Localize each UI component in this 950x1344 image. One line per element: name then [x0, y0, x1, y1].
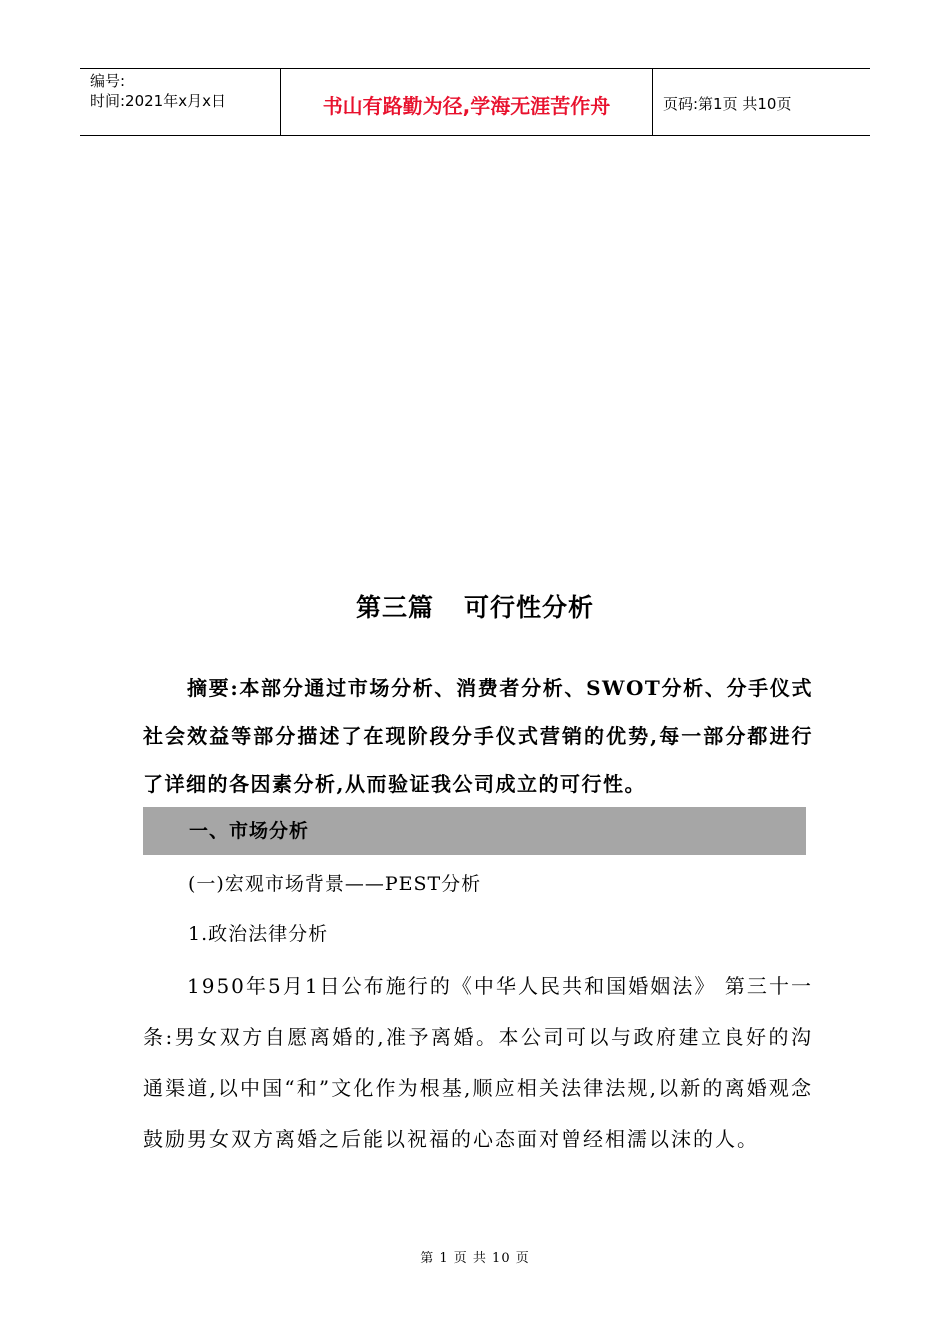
chapter-name: 可行性分析: [464, 593, 595, 622]
section-heading: 一、市场分析: [189, 820, 310, 842]
abstract-paragraph: 摘要:本部分通过市场分析、消费者分析、SWOT分析、分手仪式社会效益等部分描述了在现阶段分手仪式营销的优势,每一部分都进行了详细的各因素分析,从而验证我公司成立的可行性。: [143, 676, 813, 796]
section-heading-bar: [143, 807, 806, 855]
chapter-title: [0, 588, 950, 624]
item-heading: 1.政治法律分析: [188, 923, 329, 945]
page-footer: 第 1 页 共 10 页: [420, 1251, 530, 1266]
document-date: 时间:2021年x月x日: [90, 92, 226, 110]
header-motto: 书山有路勤为径,学海无涯苦作舟: [280, 69, 653, 135]
chapter-part: 第三篇: [355, 593, 434, 622]
page-header: [80, 68, 870, 136]
document-number-label: 编号:: [90, 72, 126, 90]
subsection-heading: (一)宏观市场背景——PEST分析: [188, 873, 482, 895]
header-page-info: 页码:第1页 共10页: [663, 94, 792, 113]
body-paragraph: 1950年5月1日公布施行的《中华人民共和国婚姻法》 第三十一条:男女双方自愿离婚的,准予离婚。本公司可以与政府建立良好的沟通渠道,以中国“和”文化作为根基,顺应相关法律法规,以新的离婚观念鼓励男女双方离婚之后能以祝福的心态面对曾经相濡以沫的人。: [143, 974, 813, 1151]
header-left-cell: [80, 69, 280, 135]
